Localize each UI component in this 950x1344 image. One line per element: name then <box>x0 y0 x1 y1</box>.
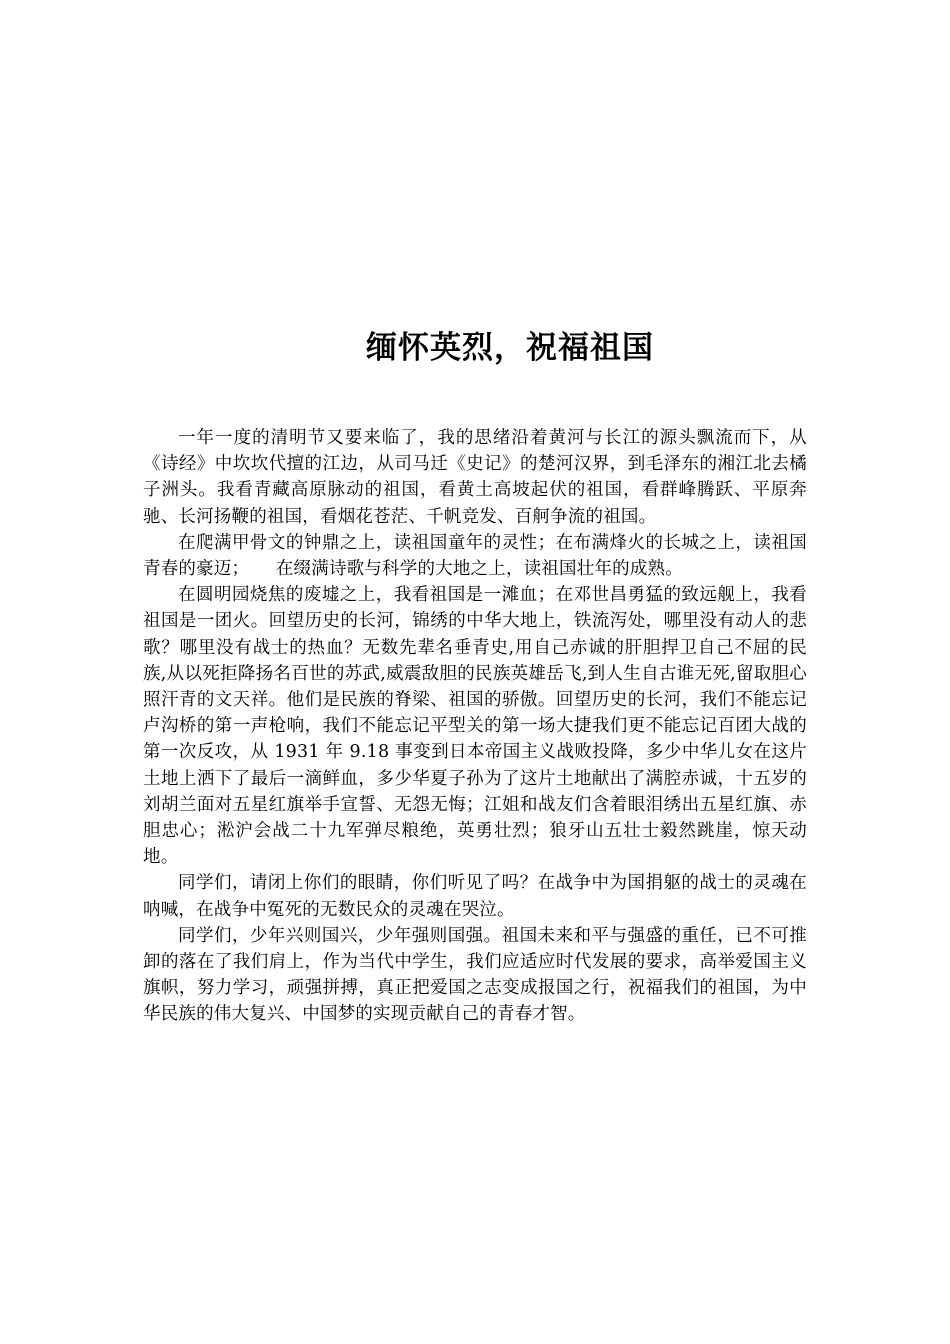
paragraph-5: 同学们，少年兴则国兴，少年强则国强。祖国未来和平与强盛的重任，已不可推卸的落在了我们肩上，作为当代中学生，我们应适应时代发展的要求，高举爱国主义旗帜，努力学习，顽强拼搏，真正把爱国之志变成报国之行，祝福我们的祖国，为中华民族的伟大复兴、中国梦的实现贡献自己的青春才智。 <box>143 925 807 1025</box>
paragraph-4: 同学们，请闭上你们的眼睛，你们听见了吗？在战争中为国捐躯的战士的灵魂在呐喊，在战争中冤死的无数民众的灵魂在哭泣。 <box>143 873 807 920</box>
paragraph-3: 在圆明园烧焦的废墟之上，我看祖国是一滩血；在邓世昌勇猛的致远舰上，我看祖国是一团火。回望历史的长河，锦绣的中华大地上，铁流泻处，哪里没有动人的悲歌？哪里没有战士的热血？无数先辈名垂青史,用自己赤诚的肝胆捍卫自己不屈的民族,从以死拒降扬名百世的苏武,威震敌胆的民族英雄岳飞,到人生自古谁无死,留取胆心照汗青的文天祥。他们是民族的脊梁、祖国的骄傲。回望历史的长河，我们不能忘记卢沟桥的第一声枪响，我们不能忘记平型关的第一场大捷我们更不能忘记百团大战的第一次反攻，从 1931 年 9.18 事变到日本帝国主义战败投降，多少中华儿女在这片土地上洒下了最后一滴鲜血，多少华夏子孙为了这片土地献出了满腔赤诚，十五岁的刘胡兰面对五星红旗举手宣誓、无怨无悔；江姐和战友们含着眼泪绣出五星红旗、赤胆忠心；淞沪会战二十九军弹尽粮绝，英勇壮烈；狼牙山五壮士毅然跳崖，惊天动地。 <box>143 585 807 868</box>
paragraph-1: 一年一度的清明节又要来临了，我的思绪沿着黄河与长江的源头飘流而下，从《诗经》中坎坎代擅的江边，从司马迁《史记》的楚河汉界，到毛泽东的湘江北去橘子洲头。我看青藏高原脉动的祖国，看黄土高坡起伏的祖国，看群峰腾跃、平原奔驰、长河扬鞭的祖国，看烟花苍茫、千帆竞发、百舸争流的祖国。 <box>143 428 807 527</box>
document-body <box>143 425 807 1028</box>
paragraph-2: 在爬满甲骨文的钟鼎之上，读祖国童年的灵性；在布满烽火的长城之上，读祖国青春的豪迈； 在缀满诗歌与科学的大地之上，读祖国壮年的成熟。 <box>143 532 807 580</box>
page-title: 缅怀英烈，祝福祖国 <box>366 330 654 366</box>
